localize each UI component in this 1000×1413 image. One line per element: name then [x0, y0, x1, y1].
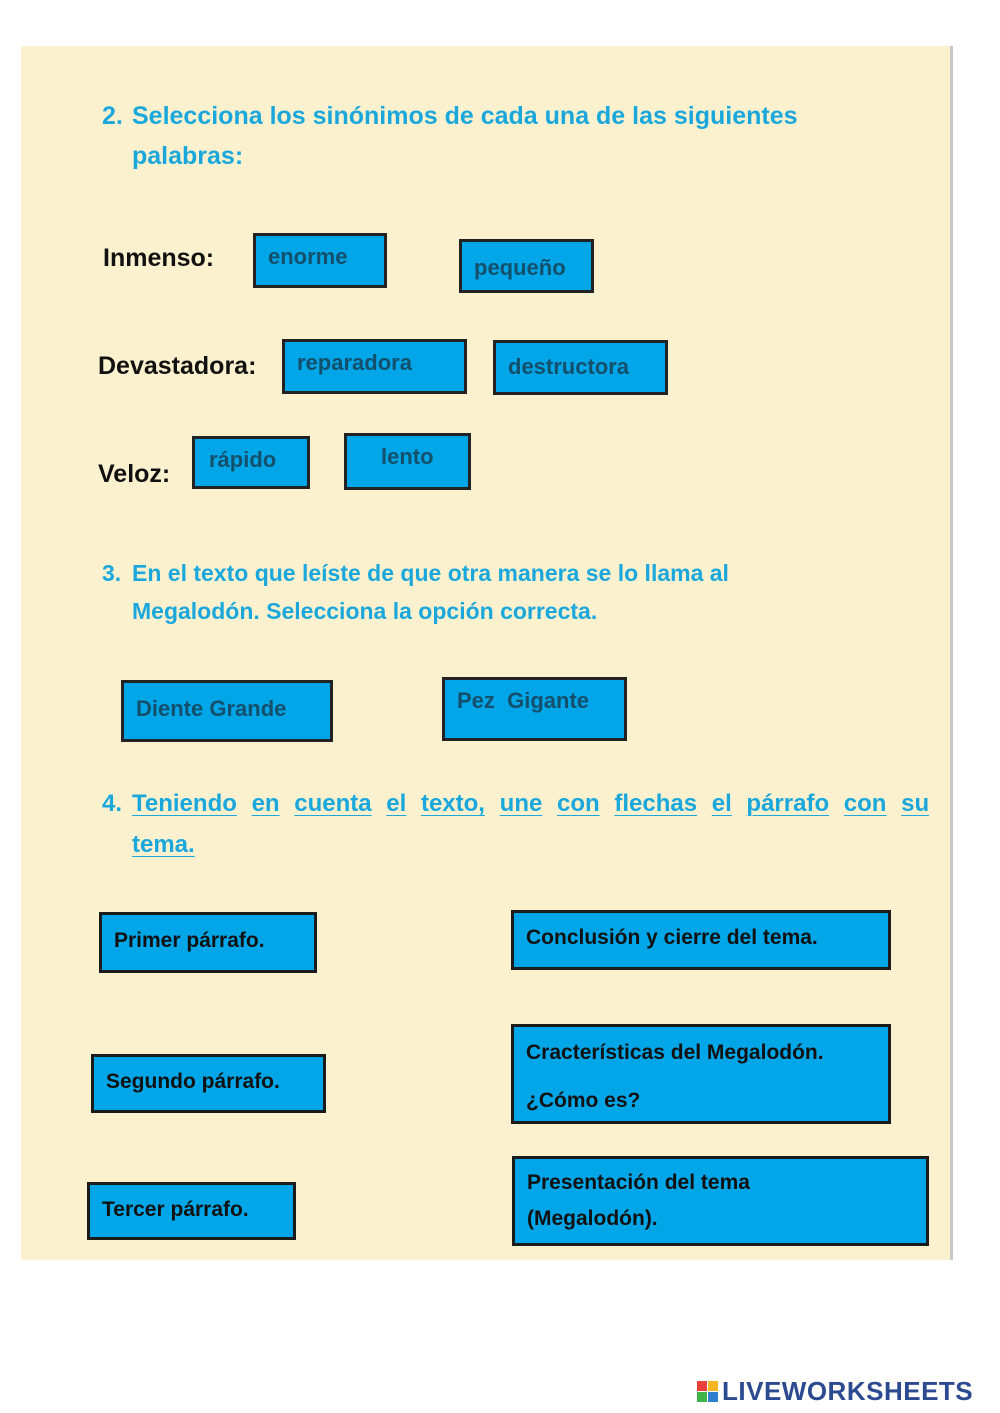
q4-word: une	[499, 790, 543, 817]
q4-word: con	[843, 790, 887, 817]
match-left-tercer-parrafo[interactable]: Tercer párrafo.	[87, 1182, 296, 1240]
option-enorme[interactable]: enorme	[253, 233, 387, 288]
match-right-presentacion-line-2: (Megalodón).	[527, 1207, 658, 1230]
q4-word: flechas	[614, 790, 698, 817]
q4-word: con	[557, 790, 600, 817]
q4-word: párrafo	[746, 790, 830, 817]
q4-word: en	[251, 790, 280, 817]
liveworksheets-brand[interactable]	[697, 1376, 973, 1407]
q4-word: texto,	[420, 790, 485, 817]
match-right-caracteristicas-line-2: ¿Cómo es?	[526, 1089, 641, 1112]
match-left-segundo-parrafo[interactable]: Segundo párrafo.	[91, 1054, 326, 1113]
option-rapido[interactable]: rápido	[192, 436, 310, 489]
word-label-inmenso: Inmenso:	[103, 244, 215, 272]
match-right-conclusion[interactable]	[511, 910, 891, 970]
option-pez-gigante[interactable]: Pez Gigante	[442, 677, 627, 741]
question-2-number: 2.	[102, 102, 123, 130]
question-4-line-2	[132, 826, 195, 864]
option-lento[interactable]: lento	[344, 433, 471, 490]
question-3-line-1: En el texto que leíste de que otra manera se lo llama al	[132, 560, 729, 586]
liveworksheets-logo-icon	[697, 1381, 718, 1402]
brand-name: LIVEWORKSHEETS	[722, 1376, 974, 1406]
question-4-line-1	[132, 785, 929, 823]
q4-word: tema.	[132, 831, 195, 858]
option-diente-grande[interactable]: Diente Grande	[121, 680, 333, 742]
word-label-devastadora: Devastadora:	[98, 352, 257, 380]
match-left-primer-parrafo[interactable]: Primer párrafo.	[99, 912, 317, 973]
q4-word: el	[711, 790, 732, 817]
q4-word: Teniendo	[132, 790, 237, 817]
option-reparadora[interactable]: reparadora	[282, 339, 467, 394]
question-2	[102, 97, 902, 177]
word-label-veloz: Veloz:	[98, 460, 171, 488]
question-3-number: 3.	[102, 560, 122, 586]
match-right-presentacion-line-1: Presentación del tema	[527, 1171, 750, 1194]
q4-word: cuenta	[294, 790, 372, 817]
match-right-caracteristicas-line-1: Cracterísticas del Megalodón.	[526, 1041, 824, 1064]
option-pequeno[interactable]: pequeño	[459, 239, 594, 293]
q4-word: el	[386, 790, 407, 817]
question-3	[102, 554, 902, 634]
question-2-line-2: palabras:	[132, 142, 244, 170]
option-destructora[interactable]: destructora	[493, 340, 668, 395]
question-3-line-2: Megalodón. Selecciona la opción correcta.	[132, 598, 598, 624]
match-right-caracteristicas[interactable]	[511, 1024, 891, 1124]
question-4	[102, 785, 930, 865]
q4-word: su	[901, 790, 930, 817]
question-2-line-1: Selecciona los sinónimos de cada una de las siguientes	[132, 102, 798, 130]
match-right-conclusion-line-1: Conclusión y cierre del tema.	[526, 926, 818, 949]
question-4-number: 4.	[102, 790, 123, 817]
match-right-presentacion[interactable]	[512, 1156, 929, 1246]
